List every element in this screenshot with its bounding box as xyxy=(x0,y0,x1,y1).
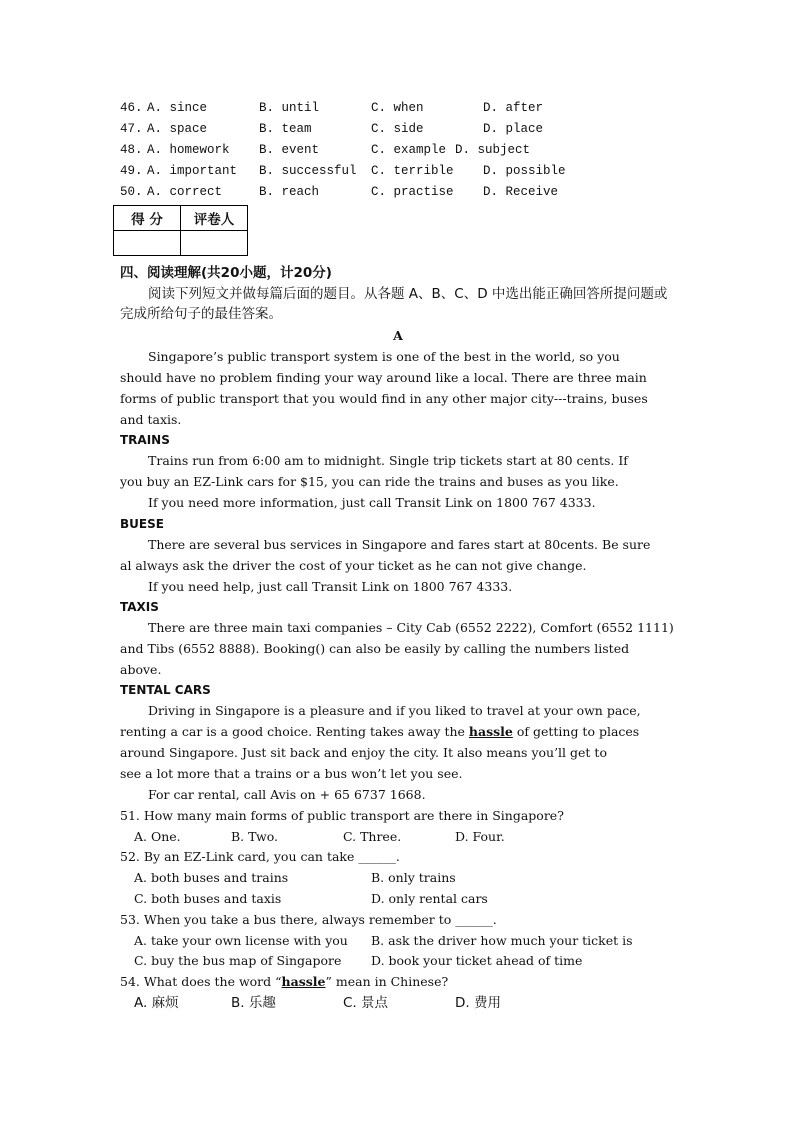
option-d: D. subject xyxy=(455,143,531,157)
option-c: C. side xyxy=(371,122,424,136)
question-number: 46. xyxy=(120,101,143,115)
buses-heading: BUESE xyxy=(120,517,164,531)
passage-intro-line: and taxis. xyxy=(120,412,182,427)
question-51-stem: 51. How many main forms of public transport are there in Singapore? xyxy=(120,808,564,823)
instruction-line-1: 阅读下列短文并做每篇后面的题目。从各题 A、B、C、D 中选出能正确回答所提问题或 xyxy=(148,286,668,302)
options-row-50 xyxy=(120,182,680,202)
score-label: 得 分 xyxy=(114,206,181,231)
rental-heading: TENTAL CARS xyxy=(120,683,211,697)
option-d[interactable]: D. only rental cars xyxy=(371,891,488,906)
trains-heading: TRAINS xyxy=(120,433,170,447)
rental-text: renting a car is a good choice. Renting takes away the xyxy=(120,724,469,739)
trains-line: you buy an EZ-Link cars for $15, you can ride the trains and buses as you like. xyxy=(120,474,619,489)
option-a: A. space xyxy=(147,122,208,136)
rental-text: of getting to places xyxy=(512,724,640,739)
options-row-49 xyxy=(120,161,680,181)
option-b: B. until xyxy=(259,101,320,115)
instruction-line-2: 完成所给句子的最佳答案。 xyxy=(120,306,282,322)
passage-intro-line: Singapore’s public transport system is one of the best in the world, so you xyxy=(148,349,620,364)
question-54-options xyxy=(134,993,634,1013)
options-row-47 xyxy=(120,119,680,139)
option-b: B. successful xyxy=(259,164,357,178)
rental-line: For car rental, call Avis on + 65 6737 1668. xyxy=(148,787,426,802)
option-a[interactable]: A. both buses and trains xyxy=(134,870,289,885)
option-c: C. example xyxy=(371,143,447,157)
question-number: 47. xyxy=(120,122,143,136)
question-51-options xyxy=(134,827,634,847)
question-52-stem: 52. By an EZ-Link card, you can take ______. xyxy=(120,849,400,864)
question-number: 49. xyxy=(120,164,143,178)
rental-line xyxy=(120,722,639,742)
option-d[interactable]: D. 费用 xyxy=(455,995,501,1011)
question-53-options-1 xyxy=(134,931,694,951)
rental-line: Driving in Singapore is a pleasure and if you liked to travel at your own pace, xyxy=(148,703,641,718)
option-d: D. place xyxy=(483,122,544,136)
buses-line: There are several bus services in Singapore and fares start at 80cents. Be sure xyxy=(148,537,651,552)
taxis-line: and Tibs (6552 8888). Booking() can also be easily by calling the numbers listed xyxy=(120,641,630,656)
option-b[interactable]: B. Two. xyxy=(231,829,279,844)
option-d[interactable]: D. Four. xyxy=(455,829,505,844)
option-a: A. homework xyxy=(147,143,230,157)
option-b[interactable]: B. only trains xyxy=(371,870,456,885)
score-table xyxy=(113,205,248,256)
option-a[interactable]: A. One. xyxy=(134,829,181,844)
stem-text: 54. What does the word “ xyxy=(120,974,282,989)
trains-line: Trains run from 6:00 am to midnight. Single trip tickets start at 80 cents. If xyxy=(148,453,628,468)
option-d: D. Receive xyxy=(483,185,559,199)
option-b[interactable]: B. 乐趣 xyxy=(231,995,276,1011)
passage-intro-line: forms of public transport that you would find in any other major city---trains, buses xyxy=(120,391,648,406)
hassle-word: hassle xyxy=(468,724,513,739)
section-title: 四、阅读理解(共20小题，计20分) xyxy=(120,265,332,281)
option-a: A. since xyxy=(147,101,208,115)
option-b: B. team xyxy=(259,122,312,136)
question-53-options-2 xyxy=(134,951,694,971)
option-a: A. correct xyxy=(147,185,223,199)
option-c[interactable]: C. Three. xyxy=(343,829,402,844)
passage-label: A xyxy=(393,328,403,343)
option-c[interactable]: C. both buses and taxis xyxy=(134,891,282,906)
question-52-options-1 xyxy=(134,868,634,888)
buses-line: If you need help, just call Transit Link on 1800 767 4333. xyxy=(148,579,513,594)
option-c[interactable]: C. buy the bus map of Singapore xyxy=(134,953,342,968)
score-cell[interactable] xyxy=(114,231,181,256)
option-c: C. terrible xyxy=(371,164,454,178)
option-b: B. reach xyxy=(259,185,320,199)
option-c: C. when xyxy=(371,101,424,115)
question-number: 50. xyxy=(120,185,143,199)
hassle-word: hassle xyxy=(281,974,326,989)
option-d[interactable]: D. book your ticket ahead of time xyxy=(371,953,583,968)
rental-line: around Singapore. Just sit back and enjoy the city. It also means you’ll get to xyxy=(120,745,607,760)
stem-text: ” mean in Chinese? xyxy=(325,974,449,989)
option-a[interactable]: A. take your own license with you xyxy=(134,933,348,948)
option-d: D. possible xyxy=(483,164,566,178)
buses-line: al always ask the driver the cost of your ticket as he can not give change. xyxy=(120,558,587,573)
taxis-line: above. xyxy=(120,662,162,677)
options-row-48 xyxy=(120,140,680,160)
passage-intro-line: should have no problem finding your way around like a local. There are three main xyxy=(120,370,647,385)
option-a: A. important xyxy=(147,164,238,178)
options-row-46 xyxy=(120,98,680,118)
taxis-line: There are three main taxi companies – City Cab (6552 2222), Comfort (6552 1111) xyxy=(148,620,674,635)
option-d: D. after xyxy=(483,101,544,115)
question-52-options-2 xyxy=(134,889,634,909)
option-c: C. practise xyxy=(371,185,454,199)
option-b[interactable]: B. ask the driver how much your ticket is xyxy=(371,933,633,948)
option-b: B. event xyxy=(259,143,320,157)
question-54-stem xyxy=(120,972,448,992)
grader-label: 评卷人 xyxy=(181,206,248,231)
question-53-stem: 53. When you take a bus there, always remember to ______. xyxy=(120,912,497,927)
rental-line: see a lot more that a trains or a bus won’t let you see. xyxy=(120,766,463,781)
option-c[interactable]: C. 景点 xyxy=(343,995,389,1011)
question-number: 48. xyxy=(120,143,143,157)
taxis-heading: TAXIS xyxy=(120,600,159,614)
trains-line: If you need more information, just call Transit Link on 1800 767 4333. xyxy=(148,495,596,510)
grader-cell[interactable] xyxy=(181,231,248,256)
option-a[interactable]: A. 麻烦 xyxy=(134,995,179,1011)
